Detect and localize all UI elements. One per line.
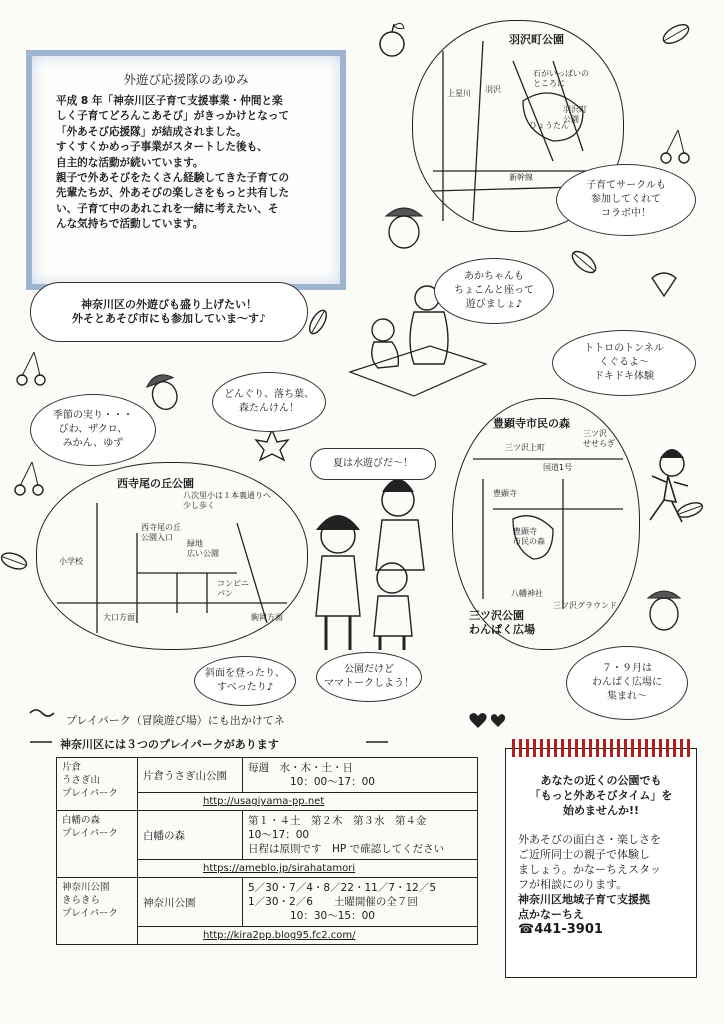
acorn-icon <box>144 371 182 413</box>
leaf-icon <box>569 248 599 277</box>
acorn-icon <box>648 591 680 630</box>
history-title: 外遊び応援隊のあゆみ <box>123 72 249 87</box>
table-row <box>57 758 478 793</box>
map-label: 石がいっぱいの ところに <box>533 69 589 88</box>
fruit-bubble: 季節の実り・・・ びわ、ザクロ、 みかん、ゆず <box>30 394 156 466</box>
nishiterao-map <box>36 462 308 650</box>
map-label: 大口方面 <box>103 613 135 622</box>
history-body: 平成 8 年「神奈川区子育て支援事業・仲間と楽 しく子育てどろんこあそび」がきっかけとなって 「外あそび応援隊」が結成されました。 すくすくかめっ子事業がスタートした後も、 自主的な活動が続いています。 親子で外あそびをたくさん経験してきた子育ての 先輩たちが、外あそびの楽しさをもっと共有した い、子育て中のあれこれを一緒に考えたい、そ んな気持ちで活動しています。 <box>56 95 290 231</box>
kids-illustration <box>316 479 424 650</box>
circle-bubble: 子育てサークルも 参加してくれて コラボ中！ <box>556 164 696 236</box>
map-label: 八次里小は１本裏通りへ 少し歩く <box>183 491 271 510</box>
map-label: 国道1号 <box>543 463 573 472</box>
map-label: 西寺尾の丘 公園入口 <box>141 523 181 542</box>
baby-bubble: あかちゃんも ちょこんと座って 遊びましょ♪ <box>434 258 554 324</box>
playpark-url-link[interactable]: http://kira2pp.blog95.fc2.com/ <box>203 930 356 941</box>
map-label: 小学校 <box>59 557 83 566</box>
playpark-table <box>56 757 478 945</box>
leaf-icon <box>660 21 691 47</box>
leaf-icon <box>306 308 329 337</box>
map-label: 八幡神社 <box>511 589 543 598</box>
nishiterao-map-title: 西寺尾の丘公園 <box>117 477 194 490</box>
map-label: 豊顕寺 市民の森 <box>513 527 545 546</box>
map-label: コンビニ パン <box>217 579 249 598</box>
note-tel: ☎441-3901 <box>518 922 603 937</box>
map-label: 上星川 <box>447 89 471 98</box>
ginkgo-leaf-icon <box>652 273 676 296</box>
playpark-schedule: 第１・４土 第２木 第３水 第４金 10〜17：00 日程は原則です HP で確認してください <box>243 811 478 860</box>
acorn-bubble: どんぐり、落ち葉、 森たんけん！ <box>212 372 326 432</box>
table-row <box>57 811 478 860</box>
totoro-bubble: トトロのトンネル くぐるよ〜 ドキドキ体験 <box>552 330 696 396</box>
mama-bubble: 公園だけど ママトークしよう！ <box>316 652 422 702</box>
cherry-icon <box>17 352 45 385</box>
map-label: 緑地 広い公園 <box>187 539 219 558</box>
leaf-icon <box>0 550 29 572</box>
wanpaku-bubble: ７・９月は わんぱく広場に 集まれ〜 <box>566 646 688 720</box>
maple-leaf-icon <box>256 430 288 460</box>
hokenji-map <box>452 398 640 650</box>
playpark-park: 片倉うさぎ山公園 <box>138 758 243 793</box>
map-label: 羽沢 <box>485 85 501 94</box>
map-label: 三ツ沢上町 <box>505 443 545 452</box>
apple-icon <box>380 23 404 56</box>
playpark-park: 神奈川公園 <box>138 878 243 927</box>
wave-mark <box>30 710 54 716</box>
note-org: 神奈川区地域子育て支援拠 点かなーちえ <box>518 893 650 921</box>
running-kid-illustration <box>650 449 688 522</box>
history-box <box>26 50 346 290</box>
map-label: 三ツ沢 せせらぎ <box>583 429 615 448</box>
playpark-schedule: 5／30・7／4・8／22・11／7・12／5 1／30・2／6 土曜開催の全７回 10：30〜15：00 <box>243 878 478 927</box>
map-label: 駒岡方面 <box>251 613 283 622</box>
wanpaku-title: 三ツ沢公園 わんぱく広場 <box>469 609 535 636</box>
heart-icon <box>469 713 486 728</box>
map-label: 三ツ沢グラウンド <box>553 601 617 610</box>
map-label: 羽沢町 公園 <box>563 105 587 124</box>
playpark-heading-1: プレイパーク（冒険遊び場）にも出かけてネ <box>66 714 285 727</box>
water-bubble: 夏は水遊びだ〜！ <box>310 448 436 480</box>
hazawa-map-title: 羽沢町公園 <box>509 33 564 46</box>
note-invite: あなたの近くの公園でも 「もっと外あそびタイム」を 始めませんか!! <box>529 774 673 817</box>
playpark-park: 白幡の森 <box>138 811 243 860</box>
playpark-url-link[interactable]: https://ameblo.jp/sirahatamori <box>203 863 356 874</box>
cherry-icon <box>661 130 689 163</box>
main-bubble: 神奈川区の外遊びも盛り上げたい！ 外そとあそび市にも参加していま〜す♪ <box>30 282 308 342</box>
playpark-name: 白幡の森 プレイパーク <box>57 811 138 878</box>
consult-note <box>505 748 697 978</box>
playpark-schedule: 毎週 水・木・土・日 10：00〜17：00 <box>243 758 478 793</box>
slope-bubble: 斜面を登ったり、 すべったり♪ <box>194 656 296 706</box>
map-label: 豊顕寺 <box>493 489 517 498</box>
note-body: 外あそびの面白さ・楽しさを ご近所同士の親子で体験し ましょう。かなーちえスタッ フが相談にのります。 <box>518 833 661 891</box>
playpark-url-link[interactable]: http://usagiyama-pp.net <box>203 796 325 807</box>
playpark-name: 片倉 うさぎ山 プレイパーク <box>57 758 138 811</box>
table-row <box>57 878 478 927</box>
heart-icon <box>491 714 505 727</box>
spiral-binding <box>512 739 690 757</box>
playpark-name: 神奈川公園 きらきら プレイパーク <box>57 878 138 945</box>
map-label: 新幹線 <box>509 173 533 182</box>
hokenji-map-title: 豊顕寺市民の森 <box>493 417 570 430</box>
map-label: ひょうたん <box>529 121 569 130</box>
playpark-heading-2: 神奈川区には３つのプレイパークがあります <box>60 738 279 751</box>
